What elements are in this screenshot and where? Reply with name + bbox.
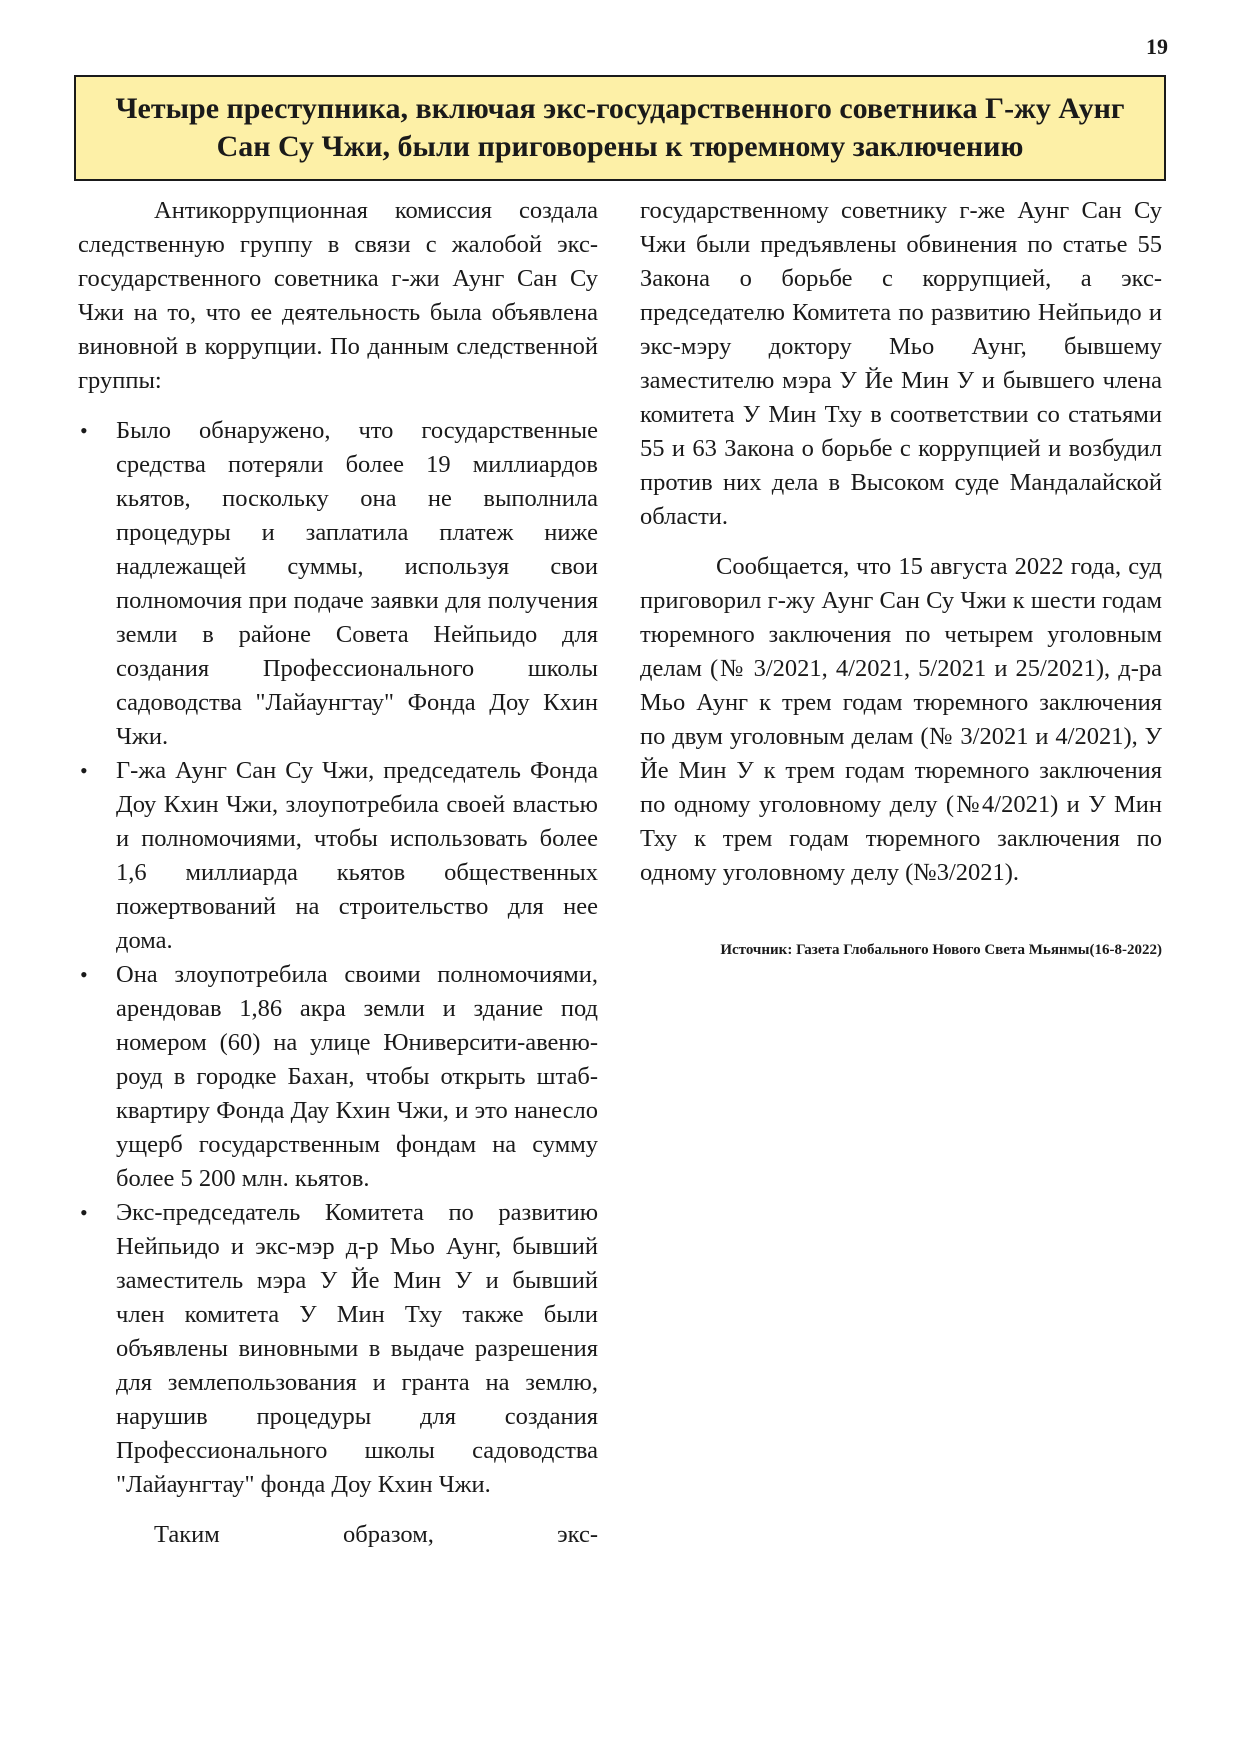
finding-text: Она злоупотребила своими полномочиями, арендовав 1,86 акра земли и здание под номером (60) на улице Юниверсити-авеню-роуд в городке Бахан, чтобы открыть штаб-квартиру Фонда Дау Кхин Чжи, и это нанесло ущерб государственным фондам на сумму более 5 200 млн. кьятов. (116, 961, 598, 1192)
findings-list (78, 414, 598, 1502)
article-title-box (74, 75, 1166, 181)
finding-text: Было обнаружено, что государственные средства потеряли более 19 миллиардов кьятов, поскольку она не выполнила процедуры и заплатила платеж ниже надлежащей суммы, используя свои полномочия при подаче заявки для получения земли в районе Совета Нейпьидо для создания Профессионального школы садоводства "Лайаунгтау" Фонда Доу Кхин Чжи. (116, 417, 598, 750)
article-title: Четыре преступника, включая экс-государственного советника Г-жу Аунг Сан Су Чжи, были приговорены к тюремному заключению (115, 92, 1125, 163)
source-citation: Источник: Газета Глобального Нового Света Мьянмы(16-8-2022) (720, 942, 1162, 958)
finding-item (78, 754, 598, 958)
finding-text: Г-жа Аунг Сан Су Чжи, председатель Фонда Доу Кхин Чжи, злоупотребила своей властью и полномочиями, чтобы использовать более 1,6 миллиарда кьятов общественных пожертвований на строительство для нее дома. (116, 757, 598, 954)
finding-text: Экс-председатель Комитета по развитию Нейпьидо и экс-мэр д-р Мьо Аунг, бывший заместитель мэра У Йе Мин У и бывший член комитета У Мин Тху также были объявлены виновными в выдаче разрешения для землепользования и гранта на землю, нарушив процедуры для создания Профессионального школы садоводства "Лайаунгтау" фонда Доу Кхин Чжи. (116, 1199, 598, 1498)
finding-item (78, 1196, 598, 1502)
left-column (78, 194, 598, 1552)
closing-paragraph-start: Таким образом, экс- (154, 1521, 598, 1548)
bullet-icon: • (80, 418, 88, 443)
right-column (640, 194, 1162, 960)
bullet-icon: • (80, 1200, 88, 1225)
finding-item (78, 958, 598, 1196)
page-number: 19 (1146, 34, 1168, 59)
finding-item (78, 414, 598, 754)
verdict-paragraph: Сообщается, что 15 августа 2022 года, суд приговорил г-жу Аунг Сан Су Чжи к шести годам тюремного заключения по четырем уголовным делам (№ 3/2021, 4/2021, 5/2021 и 25/2021), д-ра Мьо Аунг к трем годам тюремного заключения по двум уголовным делам (№ 3/2021 и 4/2021), У Йе Мин У к трем годам тюремного заключения по одному уголовному делу (№4/2021) и У Мин Тху к трем годам тюремного заключения по одному уголовному делу (№3/2021). (640, 553, 1162, 886)
intro-paragraph: Антикоррупционная комиссия создала следственную группу в связи с жалобой экс-государственного советника г-жи Аунг Сан Су Чжи на то, что ее деятельность была объявлена виновной в коррупции. По данным следственной группы: (78, 197, 598, 394)
charges-paragraph: государственному советнику г-же Аунг Сан Су Чжи были предъявлены обвинения по статье 55 Закона о борьбе с коррупцией, а экс-председателю Комитета по развитию Нейпьидо и экс-мэру доктору Мьо Аунг, бывшему заместителю мэра У Йе Мин У и бывшего члена комитета У Мин Тху в соответствии со статьями 55 и 63 Закона о борьбе с коррупцией и возбудил против них дела в Высоком суде Мандалайской области. (640, 197, 1162, 530)
bullet-icon: • (80, 962, 88, 987)
bullet-icon: • (80, 758, 88, 783)
